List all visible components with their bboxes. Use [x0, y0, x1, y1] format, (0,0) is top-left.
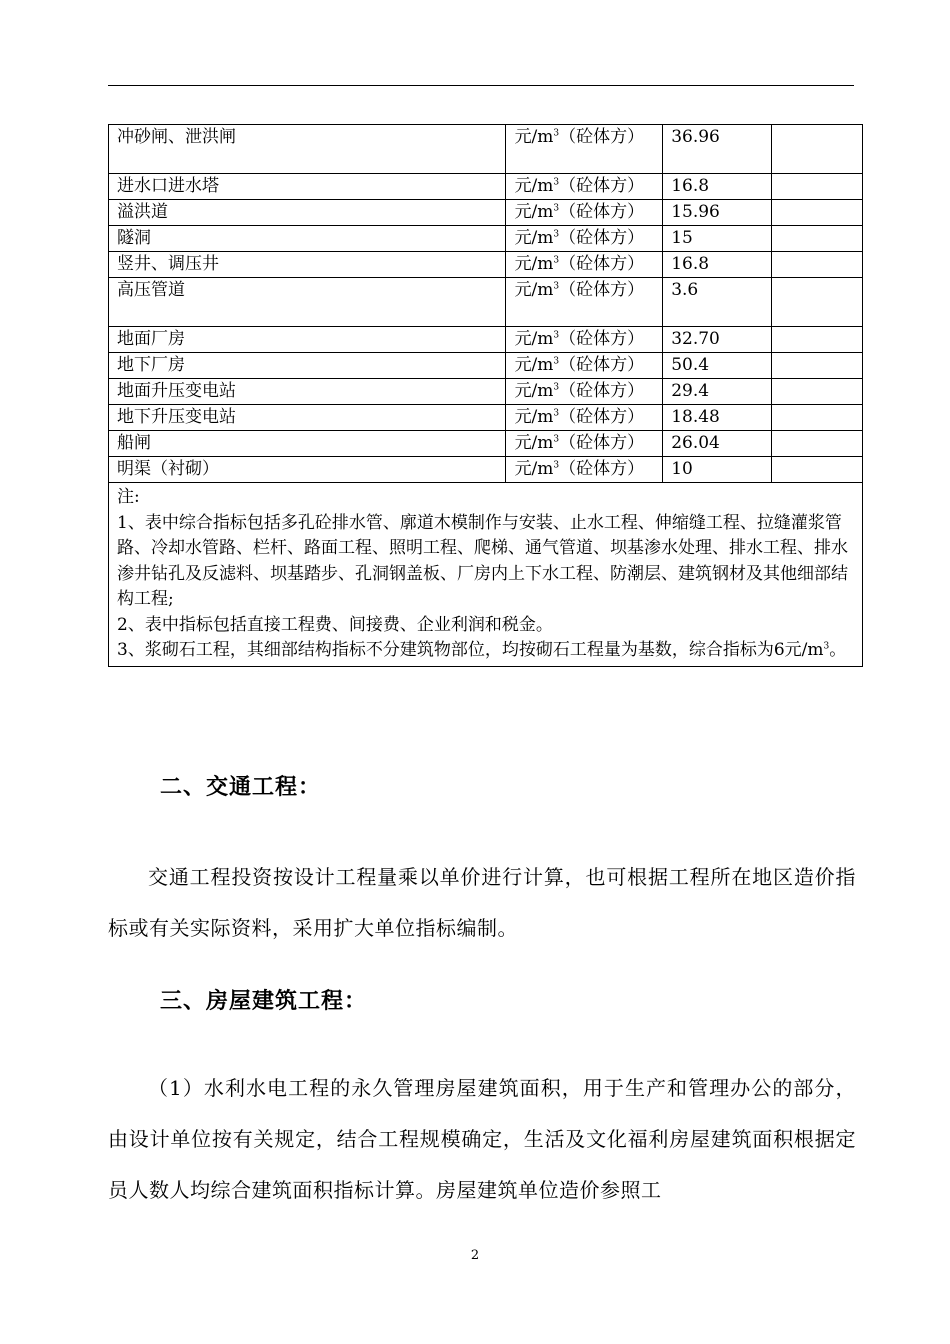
unit-text: 元/m	[514, 381, 554, 401]
unit-cell	[505, 379, 663, 405]
item-name: 竖井、调压井	[109, 252, 506, 278]
unit-text: 元/m	[514, 280, 554, 300]
empty-cell	[771, 252, 862, 278]
unit-superscript: 3	[553, 434, 560, 445]
empty-cell	[771, 353, 862, 379]
unit-qualifier: （砼体方）	[559, 381, 645, 401]
header-rule	[108, 85, 854, 86]
unit-qualifier: （砼体方）	[559, 176, 645, 196]
unit-cell	[505, 278, 663, 327]
unit-cell	[505, 327, 663, 353]
empty-cell	[771, 457, 862, 483]
table-row	[109, 252, 863, 278]
table-row	[109, 226, 863, 252]
unit-cell	[505, 405, 663, 431]
note-3-end: 。	[829, 640, 847, 660]
unit-cell	[505, 174, 663, 200]
paragraph: （1）水利水电工程的永久管理房屋建筑面积，用于生产和管理办公的部分，由设计单位按有关规定，结合工程规模确定，生活及文化福利房屋建筑面积根据定员人数人均综合建筑面积指标计算。房屋建筑单位造价参照工	[108, 1076, 856, 1202]
empty-cell	[771, 226, 862, 252]
item-name: 隧洞	[109, 226, 506, 252]
table-row	[109, 278, 863, 327]
unit-text: 元/m	[514, 329, 554, 349]
unit-text: 元/m	[514, 459, 554, 479]
cost-index-table-body	[109, 125, 863, 667]
unit-text: 元/m	[514, 228, 554, 248]
item-value: 26.04	[663, 431, 771, 457]
note-1: 1、表中综合指标包括多孔砼排水管、廓道木模制作与安装、止水工程、伸缩缝工程、拉缝灌浆管路、冷却水管路、栏杆、路面工程、照明工程、爬梯、通气管道、坝基渗水处理、排水工程、排水渗井钻孔及反滤料、坝基踏步、孔洞钢盖板、厂房内上下水工程、防潮层、建筑钢材及其他细部结构工程;	[117, 512, 848, 609]
note-3-text: 3、浆砌石工程，其细部结构指标不分建筑物部位，均按砌石工程量为基数，综合指标为	[117, 640, 774, 660]
empty-cell	[771, 431, 862, 457]
table-row	[109, 405, 863, 431]
item-name: 地下厂房	[109, 353, 506, 379]
table-row	[109, 327, 863, 353]
unit-text: 元/m	[514, 254, 554, 274]
item-value: 50.4	[663, 353, 771, 379]
unit-cell	[505, 226, 663, 252]
unit-text: 元/m	[514, 176, 554, 196]
empty-cell	[771, 405, 862, 431]
unit-qualifier: （砼体方）	[559, 433, 645, 453]
unit-superscript: 3	[553, 128, 560, 139]
unit-cell	[505, 431, 663, 457]
unit-qualifier: （砼体方）	[559, 202, 645, 222]
empty-cell	[771, 174, 862, 200]
note-2: 2、表中指标包括直接工程费、间接费、企业利润和税金。	[117, 614, 553, 635]
item-value: 15	[663, 226, 771, 252]
unit-superscript: 3	[553, 356, 560, 367]
item-value: 3.6	[663, 278, 771, 327]
notes-title: 注:	[117, 487, 140, 507]
section-body-traffic	[108, 852, 856, 954]
item-name: 进水口进水塔	[109, 174, 506, 200]
note-3-value: 6	[773, 640, 785, 660]
unit-superscript: 3	[553, 330, 560, 341]
empty-cell	[771, 278, 862, 327]
unit-text: 元/m	[514, 202, 554, 222]
item-name: 地面厂房	[109, 327, 506, 353]
table-row	[109, 125, 863, 174]
table-row	[109, 353, 863, 379]
unit-qualifier: （砼体方）	[559, 127, 645, 147]
note-3-unit: 元/m	[784, 640, 824, 660]
unit-qualifier: （砼体方）	[559, 228, 645, 248]
cost-index-table	[108, 124, 863, 667]
item-name: 高压管道	[109, 278, 506, 327]
item-value: 18.48	[663, 405, 771, 431]
unit-superscript: 3	[553, 255, 560, 266]
empty-cell	[771, 200, 862, 226]
item-value: 36.96	[663, 125, 771, 174]
unit-superscript: 3	[553, 203, 560, 214]
unit-superscript: 3	[553, 281, 560, 292]
item-value: 15.96	[663, 200, 771, 226]
unit-text: 元/m	[514, 127, 554, 147]
section-body-buildings	[108, 1063, 856, 1216]
unit-qualifier: （砼体方）	[559, 280, 645, 300]
item-value: 29.4	[663, 379, 771, 405]
table-row	[109, 174, 863, 200]
item-name: 明渠（衬砌）	[109, 457, 506, 483]
item-name: 地下升压变电站	[109, 405, 506, 431]
item-name: 地面升压变电站	[109, 379, 506, 405]
notes-cell	[109, 483, 863, 667]
empty-cell	[771, 327, 862, 353]
item-name: 溢洪道	[109, 200, 506, 226]
note-3	[117, 638, 854, 664]
unit-superscript: 3	[553, 408, 560, 419]
page-number: 2	[470, 1248, 480, 1263]
section-heading-buildings: 三、房屋建筑工程：	[160, 989, 368, 1014]
table-row	[109, 457, 863, 483]
unit-cell	[505, 200, 663, 226]
unit-superscript: 3	[553, 382, 560, 393]
table-row	[109, 431, 863, 457]
unit-cell	[505, 125, 663, 174]
unit-text: 元/m	[514, 433, 554, 453]
unit-qualifier: （砼体方）	[559, 329, 645, 349]
paragraph: 交通工程投资按设计工程量乘以单价进行计算，也可根据工程所在地区造价指标或有关实际资料，采用扩大单位指标编制。	[108, 865, 856, 940]
unit-cell	[505, 457, 663, 483]
item-value: 32.70	[663, 327, 771, 353]
unit-qualifier: （砼体方）	[559, 459, 645, 479]
note-3-superscript: 3	[823, 641, 830, 652]
table-row	[109, 379, 863, 405]
empty-cell	[771, 125, 862, 174]
unit-superscript: 3	[553, 460, 560, 471]
section-heading-traffic: 二、交通工程：	[160, 775, 322, 800]
unit-text: 元/m	[514, 355, 554, 375]
unit-qualifier: （砼体方）	[559, 254, 645, 274]
item-value: 16.8	[663, 174, 771, 200]
empty-cell	[771, 379, 862, 405]
table-row	[109, 200, 863, 226]
item-value: 10	[663, 457, 771, 483]
item-value: 16.8	[663, 252, 771, 278]
unit-qualifier: （砼体方）	[559, 407, 645, 427]
item-name: 冲砂闸、泄洪闸	[109, 125, 506, 174]
unit-superscript: 3	[553, 177, 560, 188]
unit-text: 元/m	[514, 407, 554, 427]
notes-row	[109, 483, 863, 667]
unit-qualifier: （砼体方）	[559, 355, 645, 375]
unit-cell	[505, 252, 663, 278]
item-name: 船闸	[109, 431, 506, 457]
unit-cell	[505, 353, 663, 379]
unit-superscript: 3	[553, 229, 560, 240]
